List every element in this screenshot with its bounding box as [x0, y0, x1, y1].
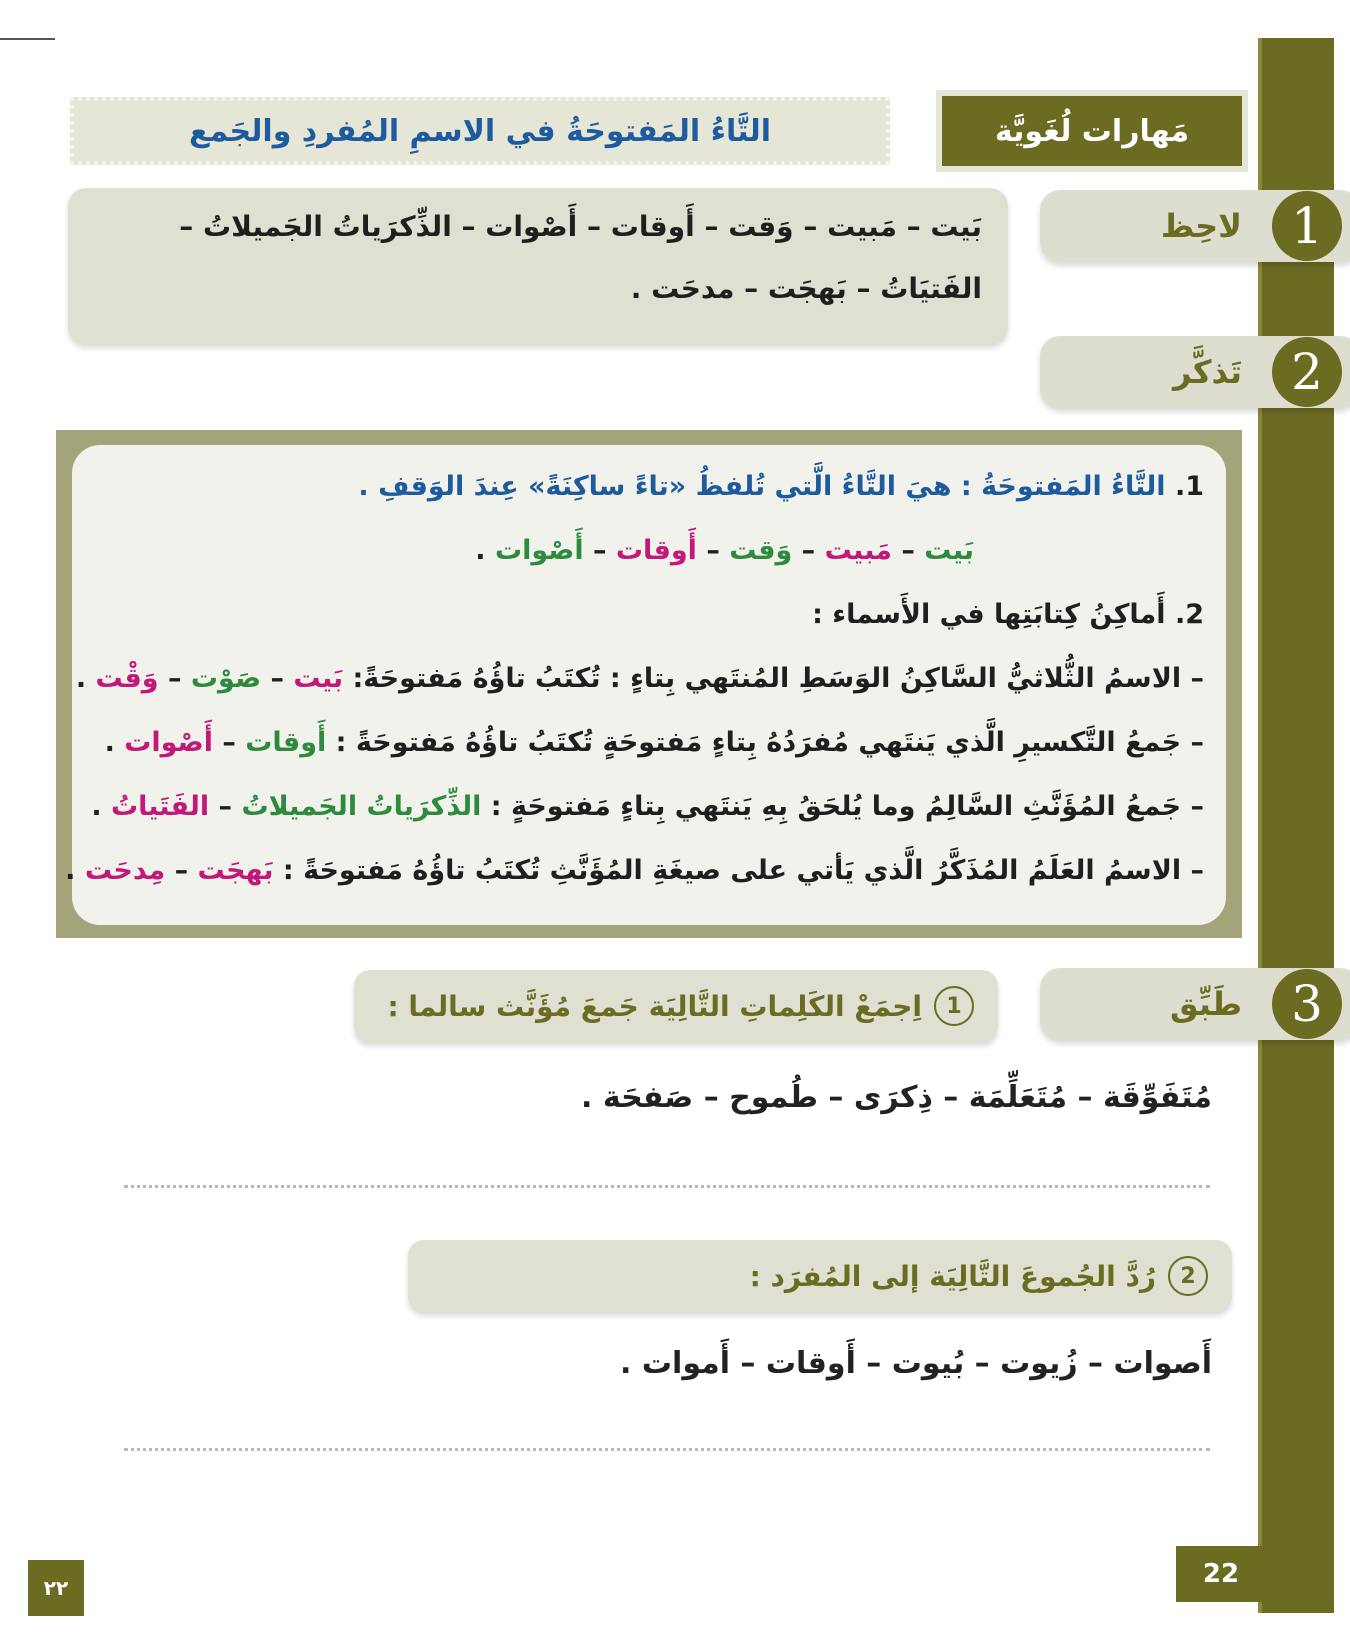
remember-number: 2 — [1272, 337, 1342, 407]
example-word: أَصْوات — [494, 535, 584, 566]
side-bar — [1262, 38, 1334, 1613]
remember-tag — [1040, 336, 1350, 408]
example-word: بَيت — [293, 663, 344, 694]
page-number-arabic: ٢٢ — [28, 1560, 84, 1616]
example-word: . — [104, 727, 125, 758]
example-word: الذِّكرَياتُ الجَميلاتُ — [241, 791, 482, 822]
rule-bullet-4 — [65, 839, 1204, 903]
page-number: 22 — [1176, 1546, 1266, 1602]
example-word: – — [891, 535, 925, 566]
example-word: وَقت — [729, 535, 793, 566]
example-word: الفَتَياتُ — [111, 791, 210, 822]
bullet-4-examples — [65, 855, 273, 886]
example-word: – — [261, 663, 294, 694]
observe-tag — [1040, 190, 1350, 262]
rule-bullet-1 — [75, 647, 1204, 711]
example-word: بَيت — [924, 535, 974, 566]
observe-number: 1 — [1272, 191, 1342, 261]
rule-2-number: 2. — [1174, 599, 1204, 630]
rule-bullet-2 — [94, 711, 1204, 775]
observe-box — [68, 188, 1008, 344]
exercise-1-instruction — [354, 970, 998, 1042]
example-word: بَهجَت — [197, 855, 274, 886]
observe-line-1: بَيت – مَبيت – وَقت – أَوقات – أَصْوات – الذِّكرَياتُ الجَميلاتُ – — [179, 210, 982, 243]
example-word: . — [91, 791, 112, 822]
bullet-2-text: – جَمعُ التَّكسيرِ الَّذي يَنتَهي مُفرَدُهُ بِتاءٍ مَفتوحَةٍ تُكتَبُ تاؤُهُ مَفتوحَةً : — [326, 727, 1204, 758]
lesson-title: التَّاءُ المَفتوحَةُ في الاسمِ المُفردِ والجَمع — [70, 97, 890, 165]
example-word: أَصْوات — [124, 727, 213, 758]
rule-1-number: 1. — [1174, 471, 1204, 502]
apply-label: طَبِّق — [1169, 985, 1242, 1023]
example-word: مِدحَت — [84, 855, 166, 886]
example-word: مَبيت — [824, 535, 892, 566]
observe-label: لاحِظ — [1160, 207, 1242, 245]
example-word: أَوقات — [615, 535, 697, 566]
example-word: – — [792, 535, 825, 566]
example-word: أَوقات — [245, 727, 327, 758]
example-word: – — [158, 663, 191, 694]
example-word: . — [75, 663, 96, 694]
exercise-2-instruction — [408, 1240, 1232, 1312]
example-word: – — [165, 855, 198, 886]
apply-number: 3 — [1272, 969, 1342, 1039]
example-word: . — [65, 855, 85, 886]
bullet-3-text: – جَمعُ المُؤَنَّثِ السَّالِمُ وما يُلحَقُ بِهِ يَنتَهي بِتاءٍ مَفتوحَةٍ : — [481, 791, 1204, 822]
example-word: – — [209, 791, 242, 822]
section-badge: مَهارات لُغَويَّة — [942, 96, 1242, 166]
rule-1 — [94, 455, 1204, 519]
rule-card — [65, 445, 1226, 925]
apply-tag — [1040, 968, 1350, 1040]
example-word: صَوْت — [190, 663, 262, 694]
example-word: – — [696, 535, 730, 566]
exercise-2-words: أَصوات – زُيوت – بُيوت – أَوقات – أَموات . — [620, 1346, 1212, 1381]
rule-1-text: : هيَ التَّاءُ الَّتي تُلفظُ «تاءً ساكِنَةً» عِندَ الوَقفِ . — [358, 471, 982, 502]
observe-line-2: الفَتيَاتُ – بَهجَت – مدحَت . — [630, 272, 982, 305]
example-word: . — [475, 535, 495, 566]
rule-2 — [94, 583, 1204, 647]
bullet-1-text: – الاسمُ الثُّلاثيُّ السَّاكِنُ الوَسَطِ المُنتَهي بِتاءٍ : تُكتَبُ تاؤُهُ مَفتوحَةً: — [343, 663, 1204, 694]
bullet-1-examples — [76, 663, 343, 694]
example-word: وَقْت — [95, 663, 159, 694]
rule-1-term: التَّاءُ المَفتوحَةُ — [981, 471, 1166, 502]
top-rule — [0, 38, 55, 40]
rule-1-examples — [94, 519, 1204, 583]
rule-2-text: أَماكِنُ كِتابَتِها في الأَسماء : — [812, 599, 1166, 630]
exercise-1-text: اِجمَعْ الكَلِماتِ التَّالِيَة جَمعَ مُؤَنَّث سالما : — [387, 989, 922, 1023]
exercise-2-answer-line[interactable] — [124, 1448, 1210, 1451]
exercise-1-words: مُتَفَوِّقَة – مُتَعَلِّمَة – ذِكرَى – طُموح – صَفحَة . — [581, 1080, 1212, 1115]
bullet-2-examples — [105, 727, 327, 758]
exercise-2-number: 2 — [1168, 1256, 1208, 1296]
bullet-4-text: – الاسمُ العَلَمُ المُذَكَّرُ الَّذي يَأتي على صيغَةِ المُؤَنَّثِ تُكتَبُ تاؤُهُ مَفتوحَةً : — [273, 855, 1204, 886]
remember-label: تَذكَّر — [1172, 353, 1242, 391]
example-word: – — [583, 535, 616, 566]
exercise-2-text: رُدَّ الجُموعَ التَّالِيَة إلى المُفرَد : — [749, 1259, 1156, 1293]
bullet-3-examples — [91, 791, 481, 822]
exercise-1-answer-line[interactable] — [124, 1185, 1210, 1188]
rule-bullet-3 — [91, 775, 1204, 839]
exercise-1-number: 1 — [934, 986, 974, 1026]
example-word: – — [212, 727, 246, 758]
